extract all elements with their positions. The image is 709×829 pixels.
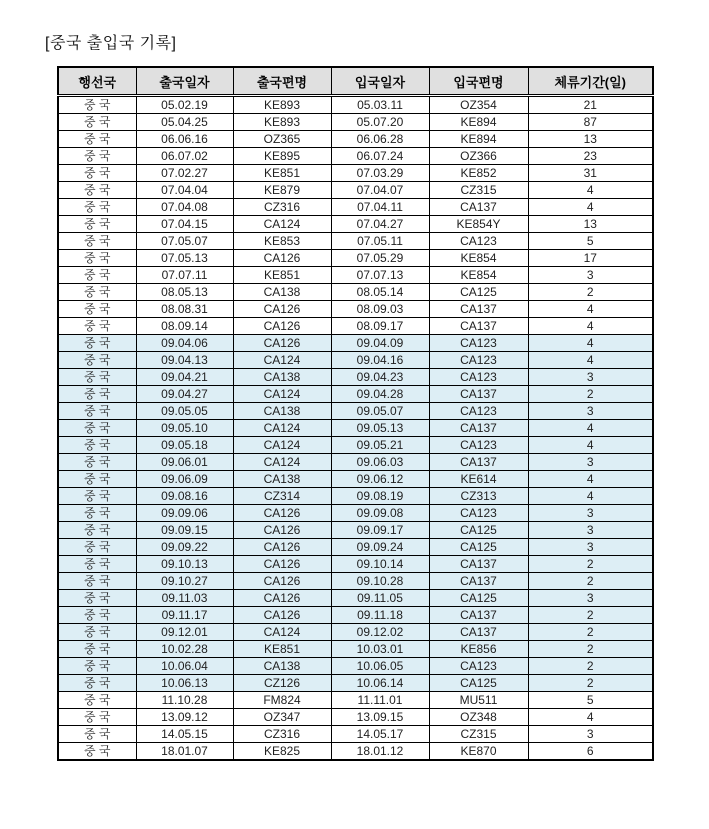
header-destination-country: 행선국 <box>58 67 136 96</box>
table-cell: 05.03.11 <box>331 96 429 114</box>
table-cell: 3 <box>528 267 653 284</box>
table-cell: 중 국 <box>58 743 136 761</box>
table-cell: 3 <box>528 726 653 743</box>
table-body <box>58 96 653 761</box>
table-cell: 09.05.13 <box>331 420 429 437</box>
table-row <box>58 743 653 761</box>
table-cell: 중 국 <box>58 556 136 573</box>
table-cell: 2 <box>528 386 653 403</box>
table-cell: CA138 <box>233 658 331 675</box>
table-header-row <box>58 67 653 96</box>
table-cell: 09.05.07 <box>331 403 429 420</box>
table-cell: 중 국 <box>58 216 136 233</box>
table-cell: 중 국 <box>58 318 136 335</box>
table-cell: CA137 <box>429 318 528 335</box>
table-cell: 06.06.28 <box>331 131 429 148</box>
table-cell: 2 <box>528 675 653 692</box>
table-cell: 13.09.15 <box>331 709 429 726</box>
table-cell: CA126 <box>233 335 331 352</box>
table-cell: 18.01.12 <box>331 743 429 761</box>
table-cell: CA124 <box>233 437 331 454</box>
table-cell: KE854 <box>429 250 528 267</box>
table-cell: 4 <box>528 301 653 318</box>
table-cell: 09.05.05 <box>136 403 233 420</box>
table-cell: 중 국 <box>58 675 136 692</box>
table-cell: 4 <box>528 182 653 199</box>
table-cell: 09.06.09 <box>136 471 233 488</box>
table-cell: 09.05.10 <box>136 420 233 437</box>
travel-records-table <box>57 66 654 761</box>
table-cell: 4 <box>528 335 653 352</box>
table-row <box>58 114 653 131</box>
table-cell: CA126 <box>233 607 331 624</box>
table-cell: CA125 <box>429 539 528 556</box>
table-cell: 중 국 <box>58 471 136 488</box>
table-cell: CA126 <box>233 505 331 522</box>
table-cell: KE893 <box>233 96 331 114</box>
table-row <box>58 726 653 743</box>
table-cell: 중 국 <box>58 454 136 471</box>
table-cell: CA123 <box>429 658 528 675</box>
table-cell: 중 국 <box>58 165 136 182</box>
table-cell: CZ315 <box>429 182 528 199</box>
table-cell: CA124 <box>233 420 331 437</box>
table-row <box>58 505 653 522</box>
table-cell: 09.04.16 <box>331 352 429 369</box>
table-row <box>58 386 653 403</box>
table-cell: KE893 <box>233 114 331 131</box>
table-cell: 09.08.19 <box>331 488 429 505</box>
table-cell: 07.04.04 <box>136 182 233 199</box>
table-row <box>58 318 653 335</box>
table-cell: 2 <box>528 284 653 301</box>
table-cell: 중 국 <box>58 403 136 420</box>
table-cell: OZ365 <box>233 131 331 148</box>
table-row <box>58 590 653 607</box>
table-cell: KE895 <box>233 148 331 165</box>
table-cell: 2 <box>528 573 653 590</box>
table-cell: 중 국 <box>58 692 136 709</box>
table-cell: 17 <box>528 250 653 267</box>
table-cell: 중 국 <box>58 437 136 454</box>
table-cell: CA126 <box>233 250 331 267</box>
table-cell: 중 국 <box>58 522 136 539</box>
table-cell: 07.05.07 <box>136 233 233 250</box>
table-row <box>58 437 653 454</box>
table-cell: 중 국 <box>58 250 136 267</box>
table-cell: 09.12.01 <box>136 624 233 641</box>
table-cell: 09.09.15 <box>136 522 233 539</box>
table-cell: CA123 <box>429 403 528 420</box>
table-cell: 5 <box>528 233 653 250</box>
table-cell: 중 국 <box>58 114 136 131</box>
table-cell: CA138 <box>233 369 331 386</box>
table-cell: 07.05.11 <box>331 233 429 250</box>
table-cell: OZ354 <box>429 96 528 114</box>
table-cell: 중 국 <box>58 386 136 403</box>
table-row <box>58 267 653 284</box>
table-cell: CA123 <box>429 233 528 250</box>
table-row <box>58 403 653 420</box>
table-cell: 09.09.24 <box>331 539 429 556</box>
table-cell: 23 <box>528 148 653 165</box>
table-cell: 중 국 <box>58 233 136 250</box>
table-cell: CA126 <box>233 539 331 556</box>
table-cell: 중 국 <box>58 505 136 522</box>
table-row <box>58 148 653 165</box>
table-cell: 4 <box>528 318 653 335</box>
table-cell: 10.06.05 <box>331 658 429 675</box>
header-entry-date: 입국일자 <box>331 67 429 96</box>
table-cell: 09.09.17 <box>331 522 429 539</box>
table-cell: 09.10.27 <box>136 573 233 590</box>
table-cell: 중 국 <box>58 624 136 641</box>
table-cell: KE894 <box>429 131 528 148</box>
table-cell: CA123 <box>429 335 528 352</box>
table-cell: CA137 <box>429 420 528 437</box>
table-cell: CA125 <box>429 284 528 301</box>
table-cell: 중 국 <box>58 284 136 301</box>
table-cell: CA123 <box>429 505 528 522</box>
table-cell: 08.09.14 <box>136 318 233 335</box>
table-row <box>58 301 653 318</box>
table-cell: 07.03.29 <box>331 165 429 182</box>
table-cell: CA123 <box>429 369 528 386</box>
table-cell: 6 <box>528 743 653 761</box>
table-cell: 08.08.31 <box>136 301 233 318</box>
table-cell: 09.05.21 <box>331 437 429 454</box>
table-cell: KE825 <box>233 743 331 761</box>
table-cell: CA137 <box>429 199 528 216</box>
table-cell: KE851 <box>233 267 331 284</box>
table-cell: 3 <box>528 369 653 386</box>
table-cell: 5 <box>528 692 653 709</box>
table-cell: 09.08.16 <box>136 488 233 505</box>
table-cell: 중 국 <box>58 131 136 148</box>
table-cell: 중 국 <box>58 488 136 505</box>
table-row <box>58 658 653 675</box>
table-cell: 3 <box>528 454 653 471</box>
table-cell: OZ366 <box>429 148 528 165</box>
table-cell: 06.07.02 <box>136 148 233 165</box>
table-cell: 2 <box>528 658 653 675</box>
table-cell: 09.04.27 <box>136 386 233 403</box>
table-row <box>58 454 653 471</box>
table-cell: 4 <box>528 199 653 216</box>
table-cell: 06.07.24 <box>331 148 429 165</box>
table-cell: CA138 <box>233 284 331 301</box>
table-cell: CA137 <box>429 386 528 403</box>
table-cell: KE870 <box>429 743 528 761</box>
table-cell: 10.06.13 <box>136 675 233 692</box>
table-row <box>58 335 653 352</box>
table-row <box>58 573 653 590</box>
header-departure-date: 출국일자 <box>136 67 233 96</box>
table-row <box>58 250 653 267</box>
table-cell: 09.09.06 <box>136 505 233 522</box>
table-cell: CA125 <box>429 590 528 607</box>
table-cell: CA137 <box>429 607 528 624</box>
table-row <box>58 369 653 386</box>
table-cell: 07.04.11 <box>331 199 429 216</box>
table-cell: 3 <box>528 539 653 556</box>
table-cell: 2 <box>528 607 653 624</box>
table-cell: CA124 <box>233 216 331 233</box>
table-cell: 중 국 <box>58 148 136 165</box>
table-cell: 06.06.16 <box>136 131 233 148</box>
table-row <box>58 216 653 233</box>
table-cell: CA124 <box>233 352 331 369</box>
table-cell: 21 <box>528 96 653 114</box>
table-row <box>58 539 653 556</box>
table-cell: 07.05.29 <box>331 250 429 267</box>
table-cell: KE854Y <box>429 216 528 233</box>
table-cell: 2 <box>528 556 653 573</box>
table-cell: 14.05.15 <box>136 726 233 743</box>
table-cell: CA137 <box>429 301 528 318</box>
table-cell: 13.09.12 <box>136 709 233 726</box>
header-stay-duration: 체류기간(일) <box>528 67 653 96</box>
table-cell: KE854 <box>429 267 528 284</box>
table-row <box>58 709 653 726</box>
table-row <box>58 233 653 250</box>
table-cell: 중 국 <box>58 590 136 607</box>
table-cell: KE851 <box>233 165 331 182</box>
table-cell: 09.06.01 <box>136 454 233 471</box>
table-cell: 3 <box>528 590 653 607</box>
table-row <box>58 96 653 114</box>
table-row <box>58 182 653 199</box>
table-cell: 중 국 <box>58 199 136 216</box>
table-cell: CZ313 <box>429 488 528 505</box>
table-cell: 중 국 <box>58 301 136 318</box>
table-cell: CA126 <box>233 556 331 573</box>
table-cell: 10.06.04 <box>136 658 233 675</box>
header-departure-flight: 출국편명 <box>233 67 331 96</box>
table-cell: CA124 <box>233 386 331 403</box>
table-cell: CA126 <box>233 590 331 607</box>
table-cell: 08.05.13 <box>136 284 233 301</box>
table-cell: 09.04.13 <box>136 352 233 369</box>
table-cell: 09.04.06 <box>136 335 233 352</box>
table-cell: 05.02.19 <box>136 96 233 114</box>
table-cell: 09.04.09 <box>331 335 429 352</box>
table-cell: 09.09.22 <box>136 539 233 556</box>
table-cell: 중 국 <box>58 420 136 437</box>
table-cell: 10.03.01 <box>331 641 429 658</box>
table-cell: 13 <box>528 216 653 233</box>
table-cell: FM824 <box>233 692 331 709</box>
table-cell: 2 <box>528 624 653 641</box>
table-cell: KE852 <box>429 165 528 182</box>
table-cell: 3 <box>528 403 653 420</box>
table-cell: 중 국 <box>58 539 136 556</box>
table-cell: CA137 <box>429 454 528 471</box>
table-cell: 07.02.27 <box>136 165 233 182</box>
table-cell: 중 국 <box>58 96 136 114</box>
table-cell: 87 <box>528 114 653 131</box>
table-cell: 07.05.13 <box>136 250 233 267</box>
table-cell: KE856 <box>429 641 528 658</box>
table-cell: 07.04.08 <box>136 199 233 216</box>
table-cell: CA123 <box>429 352 528 369</box>
table-cell: 중 국 <box>58 658 136 675</box>
table-cell: 18.01.07 <box>136 743 233 761</box>
table-row <box>58 131 653 148</box>
table-row <box>58 352 653 369</box>
table-cell: 13 <box>528 131 653 148</box>
table-cell: 09.09.08 <box>331 505 429 522</box>
table-row <box>58 522 653 539</box>
table-cell: 09.10.14 <box>331 556 429 573</box>
table-cell: 09.04.23 <box>331 369 429 386</box>
table-cell: CA123 <box>429 437 528 454</box>
table-row <box>58 471 653 488</box>
table-row <box>58 284 653 301</box>
table-row <box>58 165 653 182</box>
table-cell: CA126 <box>233 573 331 590</box>
table-cell: 14.05.17 <box>331 726 429 743</box>
table-cell: 중 국 <box>58 641 136 658</box>
table-row <box>58 488 653 505</box>
table-cell: CA137 <box>429 556 528 573</box>
table-cell: 09.05.18 <box>136 437 233 454</box>
table-cell: 08.05.14 <box>331 284 429 301</box>
table-cell: CA125 <box>429 675 528 692</box>
page-title: [중국 출입국 기록] <box>45 35 177 52</box>
table-cell: CA138 <box>233 471 331 488</box>
table-cell: 09.04.21 <box>136 369 233 386</box>
table-row <box>58 641 653 658</box>
table-cell: 09.10.28 <box>331 573 429 590</box>
table-cell: 중 국 <box>58 267 136 284</box>
table-cell: 2 <box>528 641 653 658</box>
table-row <box>58 675 653 692</box>
table-cell: 09.06.03 <box>331 454 429 471</box>
table-cell: CA126 <box>233 301 331 318</box>
table-cell: 09.12.02 <box>331 624 429 641</box>
table-cell: 09.11.17 <box>136 607 233 624</box>
table-row <box>58 607 653 624</box>
table-cell: 07.04.27 <box>331 216 429 233</box>
table-cell: 07.07.11 <box>136 267 233 284</box>
header-entry-flight: 입국편명 <box>429 67 528 96</box>
table-cell: 3 <box>528 505 653 522</box>
table-row <box>58 199 653 216</box>
table-cell: CZ314 <box>233 488 331 505</box>
table-cell: 11.10.28 <box>136 692 233 709</box>
table-cell: 07.07.13 <box>331 267 429 284</box>
table-cell: 중 국 <box>58 709 136 726</box>
table-cell: 4 <box>528 709 653 726</box>
table-cell: KE851 <box>233 641 331 658</box>
table-cell: 09.06.12 <box>331 471 429 488</box>
table-cell: 08.09.17 <box>331 318 429 335</box>
table-cell: CA137 <box>429 573 528 590</box>
table-cell: OZ347 <box>233 709 331 726</box>
table-cell: 4 <box>528 352 653 369</box>
table-cell: 11.11.01 <box>331 692 429 709</box>
table-cell: 09.11.18 <box>331 607 429 624</box>
table-cell: KE879 <box>233 182 331 199</box>
table-cell: KE853 <box>233 233 331 250</box>
table-cell: OZ348 <box>429 709 528 726</box>
table-row <box>58 420 653 437</box>
table-cell: CZ315 <box>429 726 528 743</box>
table-cell: CZ126 <box>233 675 331 692</box>
table-cell: CA124 <box>233 454 331 471</box>
table-cell: 07.04.07 <box>331 182 429 199</box>
table-cell: 중 국 <box>58 352 136 369</box>
table-row <box>58 556 653 573</box>
table-cell: KE614 <box>429 471 528 488</box>
table-cell: CA137 <box>429 624 528 641</box>
table-cell: CA126 <box>233 318 331 335</box>
table-cell: MU511 <box>429 692 528 709</box>
table-cell: KE894 <box>429 114 528 131</box>
table-cell: 07.04.15 <box>136 216 233 233</box>
table-cell: CA138 <box>233 403 331 420</box>
table-cell: 중 국 <box>58 573 136 590</box>
table-cell: 중 국 <box>58 182 136 199</box>
table-cell: CZ316 <box>233 726 331 743</box>
table-cell: 08.09.03 <box>331 301 429 318</box>
table-cell: 중 국 <box>58 726 136 743</box>
table-cell: 4 <box>528 471 653 488</box>
table-cell: CA125 <box>429 522 528 539</box>
table-cell: 중 국 <box>58 607 136 624</box>
table-cell: 09.11.05 <box>331 590 429 607</box>
table-cell: 05.07.20 <box>331 114 429 131</box>
table-cell: 09.04.28 <box>331 386 429 403</box>
table-cell: 10.02.28 <box>136 641 233 658</box>
table-cell: 31 <box>528 165 653 182</box>
table-cell: 09.10.13 <box>136 556 233 573</box>
table-cell: 10.06.14 <box>331 675 429 692</box>
table-row <box>58 692 653 709</box>
table-cell: 4 <box>528 488 653 505</box>
table-cell: 4 <box>528 437 653 454</box>
table-cell: CZ316 <box>233 199 331 216</box>
table-cell: 중 국 <box>58 369 136 386</box>
table-cell: 09.11.03 <box>136 590 233 607</box>
table-cell: 05.04.25 <box>136 114 233 131</box>
table-cell: 중 국 <box>58 335 136 352</box>
table-cell: 4 <box>528 420 653 437</box>
table-cell: CA124 <box>233 624 331 641</box>
table-cell: CA126 <box>233 522 331 539</box>
table-row <box>58 624 653 641</box>
table-cell: 3 <box>528 522 653 539</box>
